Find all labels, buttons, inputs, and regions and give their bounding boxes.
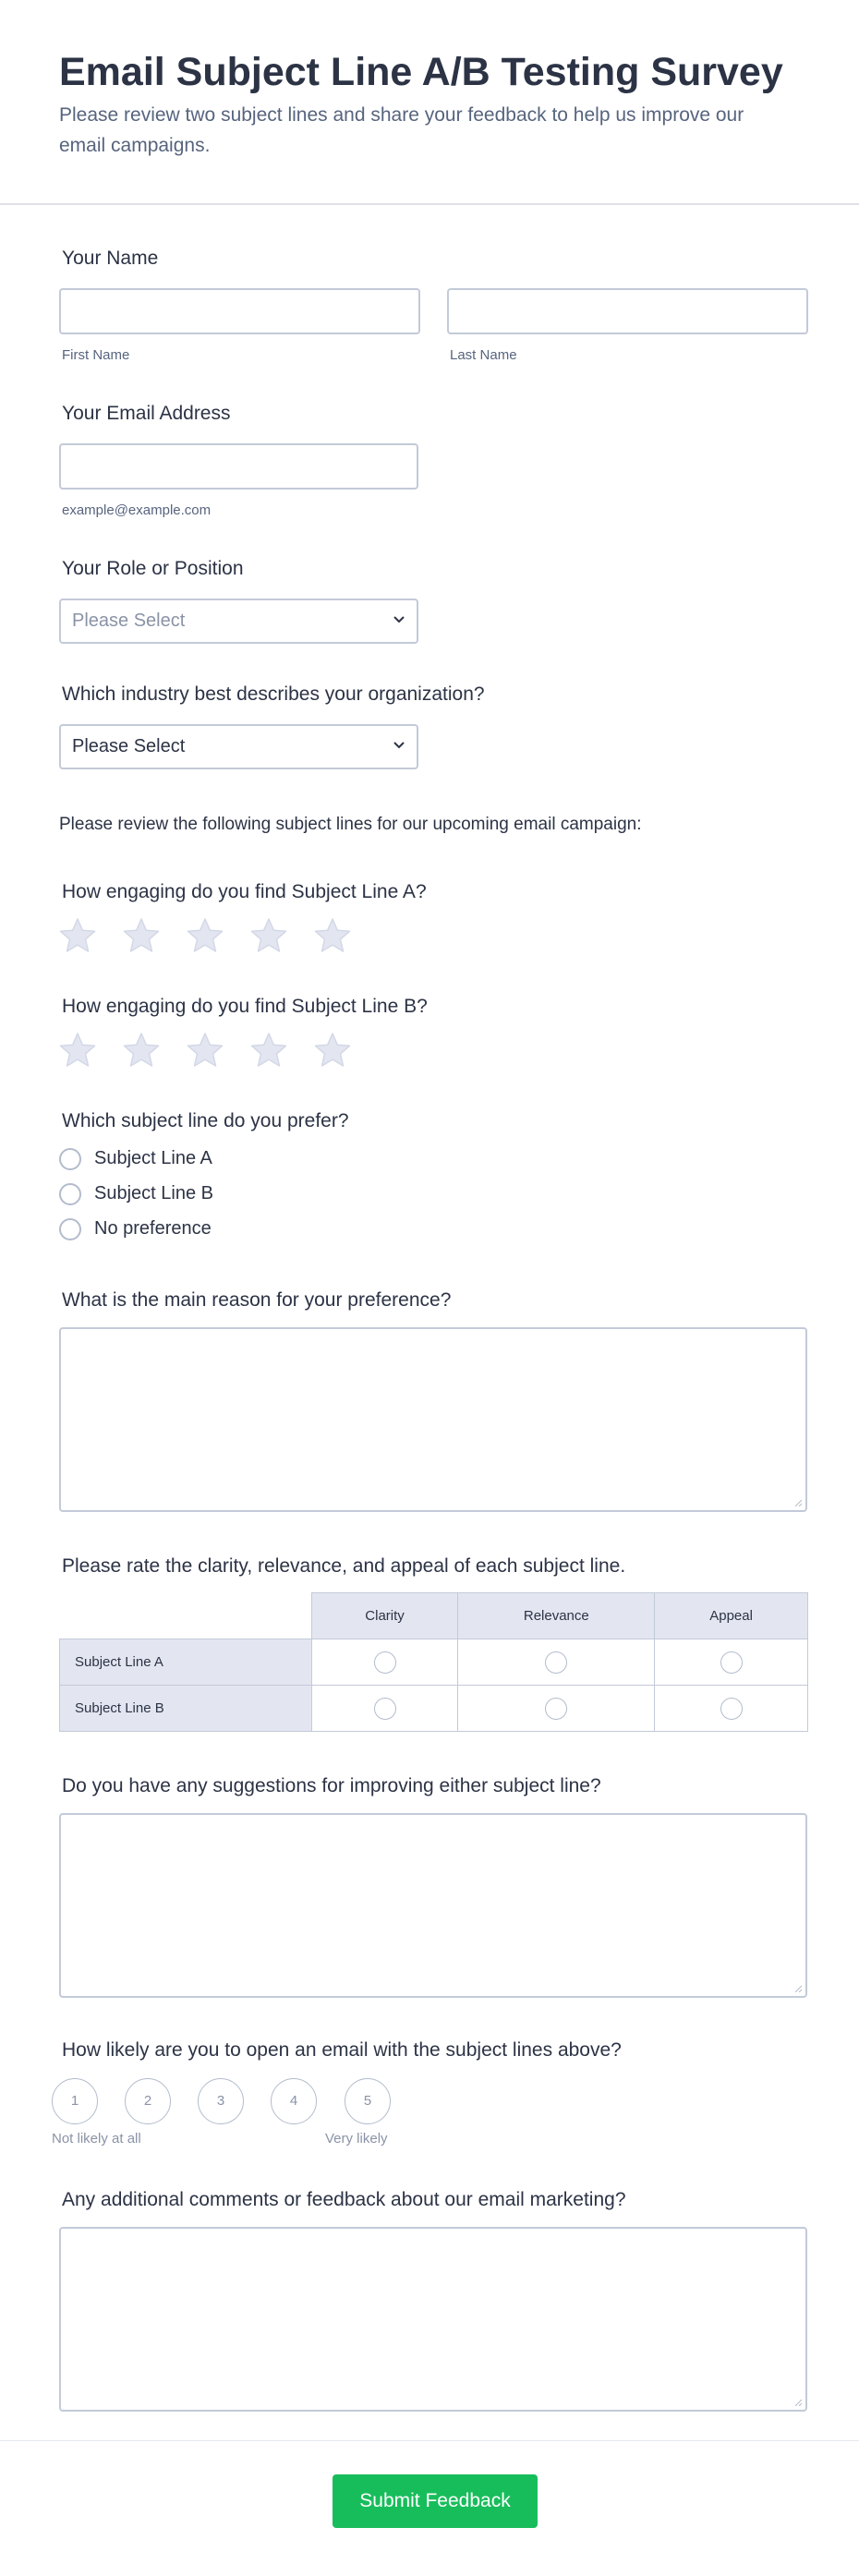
last-name-sublabel: Last Name xyxy=(450,347,517,363)
scale-option-4[interactable]: 4 xyxy=(271,2078,317,2124)
star-icon[interactable] xyxy=(58,916,97,955)
chevron-down-icon xyxy=(393,738,405,751)
matrix-cell[interactable] xyxy=(458,1639,655,1686)
reason-question xyxy=(59,1289,451,1312)
last-name-input[interactable] xyxy=(447,288,808,334)
industry-select[interactable] xyxy=(59,724,418,769)
matrix-row xyxy=(60,1639,808,1686)
radio-button[interactable] xyxy=(59,1148,81,1170)
role-select-value: Please Select xyxy=(72,611,186,631)
matrix-row-header: Subject Line B xyxy=(60,1686,312,1732)
matrix-row xyxy=(60,1686,808,1732)
rating-b-question xyxy=(59,996,428,1018)
preference-question xyxy=(59,1110,349,1132)
email-input[interactable] xyxy=(59,443,418,490)
suggestions-label: Do you have any suggestions for improving either subject line? xyxy=(62,1775,601,1796)
rating-a-label: How engaging do you find Subject Line A? xyxy=(62,881,427,902)
scale-low-label: Not likely at all xyxy=(52,2131,141,2147)
matrix-cell[interactable] xyxy=(655,1686,808,1732)
suggestions-textarea[interactable] xyxy=(59,1813,807,1998)
star-icon[interactable] xyxy=(122,1031,161,1070)
rating-matrix xyxy=(59,1592,808,1732)
scale-option-3[interactable]: 3 xyxy=(198,2078,244,2124)
matrix-cell[interactable] xyxy=(655,1639,808,1686)
matrix-row-header: Subject Line A xyxy=(60,1639,312,1686)
matrix-cell[interactable] xyxy=(458,1686,655,1732)
first-name-input[interactable] xyxy=(59,288,420,334)
form-footer xyxy=(0,2440,859,2576)
star-icon[interactable] xyxy=(186,916,224,955)
rating-b-label: How engaging do you find Subject Line B? xyxy=(62,996,428,1017)
form-header xyxy=(0,0,859,205)
resize-handle-icon[interactable] xyxy=(794,1499,802,1506)
comments-label: Any additional comments or feedback about our email marketing? xyxy=(62,2189,626,2210)
name-question xyxy=(59,248,158,270)
star-icon[interactable] xyxy=(249,1031,288,1070)
star-icon[interactable] xyxy=(313,1031,352,1070)
radio-button[interactable] xyxy=(59,1183,81,1205)
comments-question xyxy=(59,2189,626,2211)
matrix-question xyxy=(59,1555,625,1578)
email-hint: example@example.com xyxy=(62,502,212,518)
matrix-cell[interactable] xyxy=(311,1639,458,1686)
star-icon[interactable] xyxy=(313,916,352,955)
industry-select-value: Please Select xyxy=(72,736,186,756)
chevron-down-icon xyxy=(393,612,405,625)
matrix-column-header: Clarity xyxy=(311,1593,458,1639)
submit-button[interactable]: Submit Feedback xyxy=(333,2474,538,2528)
radio-button[interactable] xyxy=(545,1698,567,1720)
rating-a-question xyxy=(59,881,427,903)
star-icon[interactable] xyxy=(58,1031,97,1070)
industry-label: Which industry best describes your organization? xyxy=(62,683,485,705)
matrix-column-header: Relevance xyxy=(458,1593,655,1639)
matrix-corner xyxy=(60,1593,312,1639)
email-question xyxy=(59,403,231,425)
role-select[interactable] xyxy=(59,599,418,644)
reason-label: What is the main reason for your preference? xyxy=(62,1289,452,1311)
suggestions-question xyxy=(59,1775,601,1797)
page-title: Email Subject Line A/B Testing Survey xyxy=(59,50,783,94)
radio-button[interactable] xyxy=(720,1651,743,1674)
scale-option-1[interactable]: 1 xyxy=(52,2078,98,2124)
role-label: Your Role or Position xyxy=(62,558,244,579)
first-name-sublabel: First Name xyxy=(62,347,130,363)
likelihood-question xyxy=(59,2039,622,2062)
industry-question xyxy=(59,683,485,706)
preference-label: Which subject line do you prefer? xyxy=(62,1110,349,1131)
email-label: Your Email Address xyxy=(62,403,231,424)
matrix-cell[interactable] xyxy=(311,1686,458,1732)
radio-button[interactable] xyxy=(545,1651,567,1674)
likelihood-label: How likely are you to open an email with the subject lines above? xyxy=(62,2039,622,2061)
reason-textarea[interactable] xyxy=(59,1327,807,1512)
matrix-column-header: Appeal xyxy=(655,1593,808,1639)
intro-text: Please review the following subject lines for our upcoming email campaign: xyxy=(59,815,642,834)
name-label: Your Name xyxy=(62,248,159,269)
scale-option-5[interactable]: 5 xyxy=(345,2078,391,2124)
radio-button[interactable] xyxy=(374,1651,396,1674)
star-icon[interactable] xyxy=(186,1031,224,1070)
matrix-label: Please rate the clarity, relevance, and appeal of each subject line. xyxy=(62,1555,626,1577)
scale-option-2[interactable]: 2 xyxy=(125,2078,171,2124)
radio-button[interactable] xyxy=(720,1698,743,1720)
role-question xyxy=(59,558,244,580)
radio-button[interactable] xyxy=(59,1218,81,1240)
comments-textarea[interactable] xyxy=(59,2227,807,2412)
page-subtitle: Please review two subject lines and share your feedback to help us improve our email campaigns. xyxy=(59,104,744,156)
radio-button[interactable] xyxy=(374,1698,396,1720)
star-icon[interactable] xyxy=(249,916,288,955)
resize-handle-icon[interactable] xyxy=(794,2399,802,2406)
preference-option-label: Subject Line A xyxy=(94,1148,212,1168)
resize-handle-icon[interactable] xyxy=(794,1985,802,1992)
star-icon[interactable] xyxy=(122,916,161,955)
preference-option-label: Subject Line B xyxy=(94,1183,213,1203)
scale-high-label: Very likely xyxy=(325,2131,388,2147)
preference-option-label: No preference xyxy=(94,1218,212,1239)
